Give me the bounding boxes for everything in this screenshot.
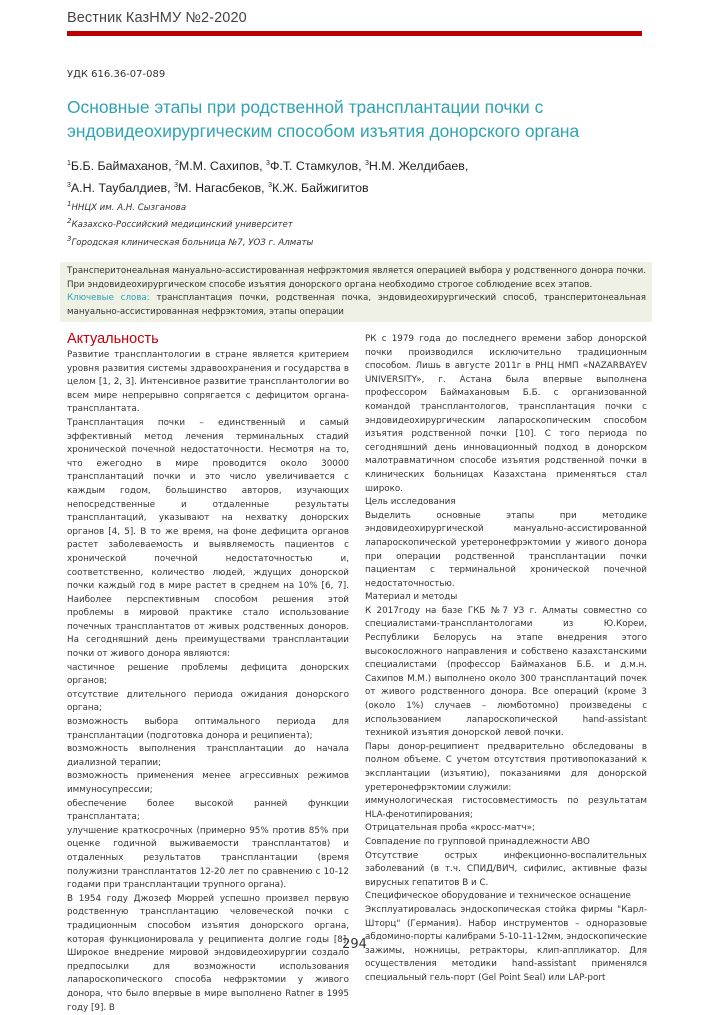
author: $^2$М.М. Сахипов, <box>175 159 267 174</box>
left-column <box>67 330 349 1015</box>
paragraph: В 1954 году Джозеф Мюррей успешно произвел первую родственную трансплантацию человеческой почки с традиционным способом изъятия донорского органа, которая функционировала у реципиента долгие годы [8]. Широкое внедрение мировой эндовидеохирургии создало предпосылки для возможности использования лапароскопического способа нефрэктомии у живого донора, что было впервые в мире выполнено Ratner в 1995 году [9]. В <box>67 893 349 1013</box>
paragraph: К 2017году на базе ГКБ №7 УЗ г. Алматы совместно со специалистами-трансплантологами из Ю.Кореи, Республики Белорусь на этапе внедрения этого высокосложного направления и собствено казахстанскими специалистами (профессор Баймаханов Б.Б. и д.м.н. Сахипов М.М.) выполнено около 300 трансплантаций почек от живого родственного донора. Все операций (кроме 3 (около 1%) случаев – люмботомно) произведены с использованием лапароскопической hand-assistant техникой изъятия донорской левой почки. <box>365 605 647 739</box>
affiliation: $^3$Городская клиническая больница №7, УОЗ г. Алматы <box>67 234 314 248</box>
author-list <box>67 154 657 198</box>
paragraph: Трансплантация почки – единственный и самый эффективный метод лечения терминальных стадий хронической почечной недостаточности. Несмотря на то, что ежегодно в мире проводится около 30000 трансплантаций почки и это число увеличивается с каждым годом, большинство авторов, изучающих непосредственные и отдаленные результаты трансплантаций, указывают на нехватку донорских органов [4, 5]. В то же время, на фоне дефицита органов растет заболеваемость и выявляемость пациентов с хронической почечной недостаточностью и, соответственно, количество людей, ждущих донорской почки каждый год в мире растет в среднем на 10% [6, 7]. Наиболее перспективным способом решения этой проблемы в мировой практике стало использование почечных трансплантатов от живых родственных доноров. На сегодняшний день преимуществами трансплантации почки от живого донора являются: <box>67 417 349 660</box>
author: $^3$А.Н. Таубалдиев, <box>67 181 174 196</box>
journal-title: Вестник КазНМУ №2-2020 <box>67 10 247 26</box>
affiliation: $^2$Казахско-Российский медицинский университет <box>67 217 293 231</box>
list-item: улучшение краткосрочных (примерно 95% против 85% при оценке годичной выживаемости трансплантатов) и отдаленных результатов трансплантации (время полужизни трансплантатов 12-20 лет по сравнению с 10-12 годами при трансплантации трупного органа). <box>67 825 349 891</box>
list-item: иммунологическая гистосовместимость по результатам HLA-фенотипирования; <box>365 796 647 820</box>
abstract-text: Трансперитонеальная мануально-ассистированная нефрэктомия является операцией выбора у родственного донора почки. При эндовидеохирургическом способе изъятия донорского органа необходимо строгое соблюдение всех этапов. <box>67 266 646 290</box>
subheading-aim: Цель исследования <box>365 497 456 508</box>
affiliation: $^1$ННЦХ им. А.Н. Сызганова <box>67 200 187 213</box>
subheading-methods: Материал и методы <box>365 592 458 603</box>
affiliation-list <box>67 198 313 250</box>
list-item: обеспечение более высокой ранней функции трансплантата; <box>67 798 349 823</box>
author: $^3$К.Ж. Байжигитов <box>268 181 369 196</box>
author: $^1$Б.Б. Баймаханов, <box>67 159 175 174</box>
list-item: Совпадение по групповой принадлежности АВО <box>365 836 590 847</box>
list-item: Отрицательная проба «кросс-матч»; <box>365 823 535 834</box>
abstract-box <box>60 262 652 322</box>
list-item: возможность выбора оптимального периода для трансплантации (подготовка донора и реципиента); <box>67 717 349 741</box>
keywords <box>67 292 646 319</box>
right-column <box>365 333 647 986</box>
list-item: отсутствие длительного периода ожидания донорского органа; <box>67 689 349 714</box>
list-item: возможность применения менее агрессивных режимов иммуносупрессии; <box>67 771 349 795</box>
list-item: возможность выполнения трансплантации до начала диализной терапии; <box>67 744 349 768</box>
section-heading-relevance: Актуальность <box>67 331 159 347</box>
udk-code: УДК 616.36-07-089 <box>67 69 166 80</box>
author: $^3$Ф.Т. Стамкулов, <box>266 159 365 174</box>
list-item: Отсутствие острых инфекционно-воспалительных заболеваний (в т.ч. СПИД/ВИЧ, сифилис, активные фазы вирусных гепатитов В и С. <box>365 850 647 888</box>
page-number: 294 <box>342 937 367 952</box>
paragraph: Выделить основные этапы при методике эндовидеохирургической мануально-ассистированной лапароскопической уретеронефрэктомии у живого донора при операции родственной трансплантации почки пациентам с терминальной хронической почечной недостаточностью. <box>365 510 647 589</box>
header-rule <box>67 31 642 36</box>
article-title: Основные этапы при родственной трансплантации почки с эндовидеохирургическим способом изъятия донорского органа <box>67 97 580 141</box>
author: $^3$М. Нагасбеков, <box>174 181 269 196</box>
paragraph: Развитие трансплантологии в стране является критерием уровня развития системы здравоохранения и государства в целом [1, 2, 3]. Интенсивное развитие трансплантологии во всем мире непрерывно сопрягается с дефицитом органа-трансплантата. <box>67 350 349 415</box>
paragraph: Пары донор-реципиент предварительно обследованы в полном объеме. С учетом отсутствия противопоказаний к эксплантации (изъятию), показаниями для донорской уретеронефрэктомии служили: <box>365 741 647 793</box>
keywords-label: Ключевые слова: <box>67 293 150 304</box>
paragraph: Эксплуатировалась эндоскопическая стойка фирмы "Карл-Шторц" (Германия). Набор инструментов – одноразовые абдомино-порты калибрами 5-10-11-12мм, эндоскопические зажимы, ножницы, ретракторы, клип-аппликатор. Для осуществления методики hand-assistant применялся специальный гель-порт (Gel Point Seal) или LAP-port <box>365 904 647 983</box>
paragraph: РК с 1979 года до последнего времени забор донорской почки производился исключительно традиционным способом. Лишь в августе 2011г в РНЦ НМП «NAZARBAYEV UNIVERSITY», г. Астана была впервые выполнена профессором Баймахановым Б.Б. с организованной командой трансплантологов, трансплантация почки с эндовидеохирургическим лапароскопическим способом изъятия родственной почки [10]. С того периода по сегодняшний день инновационный подход в донорском малотравматичном способе изъятия родственной почки в клинических больницах Казахстана применяться стал широко. <box>365 334 647 494</box>
author: $^3$Н.М. Желдибаев, <box>365 159 469 174</box>
subheading-equipment: Специфическое оборудование и техническое оснащение <box>365 891 631 902</box>
list-item: частичное решение проблемы дефицита донорских органов; <box>67 662 349 687</box>
keywords-text: трансплантация почки, родственная почка, эндовидеохирургический способ, трансперитонеальная мануально-ассистированная нефрэктомия, этапы операции <box>67 293 646 317</box>
